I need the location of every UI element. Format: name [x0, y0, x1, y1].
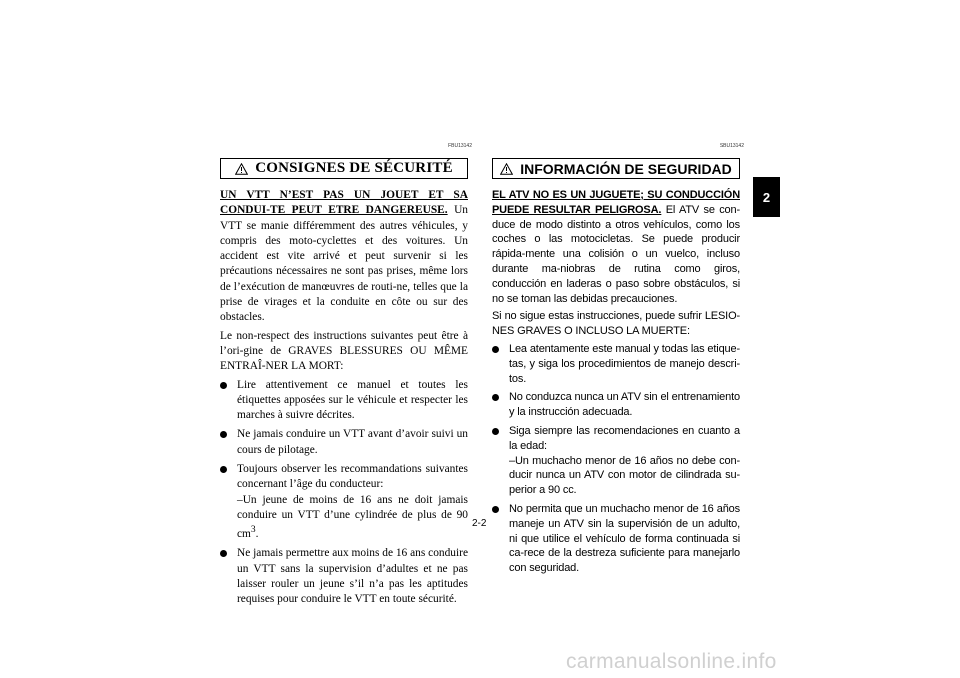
section-body: [492, 188, 740, 580]
warning-paragraph: Si no sigue estas instrucciones, puede sufrir LESIO-NES GRAVES O INCLUSO LA MUERTE:: [492, 310, 740, 338]
bullet-icon: [492, 394, 499, 401]
watermark: carmanualsonline.info: [566, 650, 777, 673]
lead-statement: UN VTT N’EST PAS UN JOUET ET SA CONDUI-TE PEUT ETRE DANGEREUSE.: [220, 189, 468, 217]
bullet-icon: [220, 382, 227, 389]
intro-text: El ATV se con-duce de modo distinto a otros vehículos, como los coches o las motocicletas. Se puede producir rápida-mente una colisión o un vuelco, incluso durante ma-niobras de rutina como giros, conducción en laderas o paso sobre obstáculos, si no se toman las debidas precauciones.: [492, 203, 740, 305]
list-item: Lire attentivement ce manuel et toutes les étiquettes apposées sur le véhicule et respecter les marches à suivre décrites.: [220, 378, 468, 424]
age-note: –Un jeune de moins de 16 ans ne doit jamais conduire un VTT d’une cylindrée de plus de 90 $cm^3$.: [237, 493, 468, 541]
bullet-icon: [492, 346, 499, 353]
list-item: Lea atentamente este manual y todas las etique-tas, y siga los procedimientos de manejo descri-tos.: [492, 342, 740, 386]
section-title: INFORMACIÓN DE SEGURIDAD: [520, 160, 732, 177]
section-body: [220, 188, 468, 612]
list-item: No conduzca nunca un ATV sin el entrenamiento y la instrucción adecuada.: [492, 390, 740, 420]
page-number: 2-2: [472, 518, 487, 529]
section-title: CONSIGNES DE SÉCURITÉ: [255, 160, 453, 176]
instruction-list: [220, 378, 468, 608]
section-code: FBU13142: [448, 143, 472, 149]
list-item: Toujours observer les recommandations suivantes concernant l’âge du conducteur: –Un jeune de moins de 16 ans ne doit jamais conduire un VTT d’une cylindrée de plus de 90 $cm^3$.: [220, 462, 468, 542]
instruction-list: [492, 342, 740, 576]
section-title-box: [492, 158, 740, 179]
warning-paragraph: Le non-respect des instructions suivantes peut être à l’ori-gine de GRAVES BLESSURES OU MÊME ENTRAÎ-NER LA MORT:: [220, 329, 468, 373]
intro-paragraph: [220, 188, 468, 326]
section-code: SBU13142: [719, 143, 744, 149]
list-item: No permita que un muchacho menor de 16 años maneje un ATV sin la supervisión de un adulto, ni que utilice el vehículo de forma continuada si ca-rece de la destreza suficiente para manejarlo con seguridad.: [492, 502, 740, 576]
list-item: Ne jamais permettre aux moins de 16 ans conduire un VTT sans la supervision d’adultes et ne pas laisser rouler un jeune s’il n’a pas les aptitudes requises pour conduire le VTT en toute sécurité.: [220, 546, 468, 607]
lead-statement: EL ATV NO ES UN JUGUETE; SU CONDUCCIÓN PUEDE RESULTAR PELIGROSA.: [492, 189, 740, 216]
warning-icon: [500, 163, 513, 175]
bullet-icon: [220, 466, 227, 473]
bullet-icon: [220, 431, 227, 438]
bullet-icon: [492, 428, 499, 435]
bullet-icon: [220, 550, 227, 557]
section-title-box: [220, 158, 468, 179]
list-item: Ne jamais conduire un VTT avant d’avoir suivi un cours de pilotage.: [220, 427, 468, 458]
warning-icon: [235, 163, 248, 175]
bullet-icon: [492, 506, 499, 513]
chapter-tab: 2: [753, 177, 780, 217]
age-note: –Un muchacho menor de 16 años no debe con-ducir nunca un ATV con motor de cilindrada su-perior a 90 cc.: [509, 454, 740, 497]
intro-text: Un VTT se manie différemment des autres véhicules, y compris des moto-cyclettes et des voitures. Un accident est vite arrivé et peut survenir si les précautions nécessaires ne sont pas prises, même lors de l’exécution de manœuvres de routi-ne, telles que la prise de virages et la conduite en côte ou sur des obstacles.: [220, 204, 468, 324]
intro-paragraph: [492, 188, 740, 306]
list-item: Siga siempre las recomendaciones en cuanto a la edad: –Un muchacho menor de 16 años no debe con-ducir nunca un ATV con motor de cilindrada su-perior a 90 cc.: [492, 424, 740, 498]
